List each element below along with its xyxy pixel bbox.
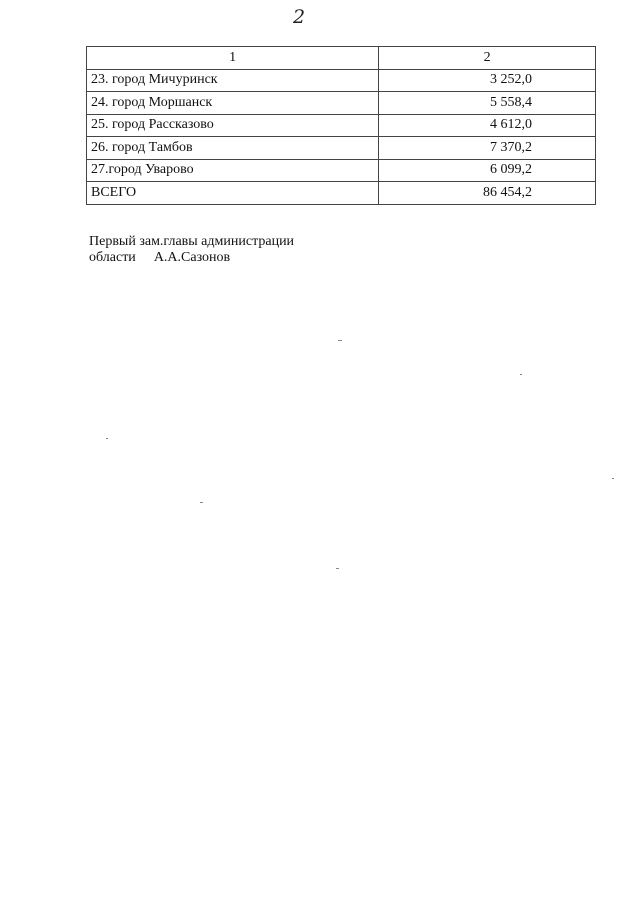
scan-speck (612, 478, 614, 479)
signature-line (89, 250, 294, 266)
table-header-row (87, 47, 596, 70)
total-label: ВСЕГО (87, 182, 379, 205)
row-name: 26. город Тамбов (87, 137, 379, 160)
row-name: 24. город Моршанск (87, 92, 379, 115)
row-value: 4 612,0 (379, 114, 596, 137)
table-row (87, 69, 596, 92)
scan-speck (520, 374, 522, 375)
table-row (87, 159, 596, 182)
total-value: 86 454,2 (379, 182, 596, 205)
scan-speck (106, 438, 108, 439)
row-name: 27.город Уварово (87, 159, 379, 182)
table-row (87, 137, 596, 160)
column-header-2: 2 (379, 47, 596, 70)
table-row (87, 114, 596, 137)
row-name: 25. город Рассказово (87, 114, 379, 137)
table-row (87, 92, 596, 115)
scan-speck (336, 568, 339, 569)
scan-speck (200, 502, 203, 503)
row-name: 23. город Мичуринск (87, 69, 379, 92)
signature-title: Первый зам.главы администрации (89, 234, 295, 249)
row-value: 6 099,2 (379, 159, 596, 182)
signatory-name: А.А.Сазонов (153, 250, 231, 265)
signature-block (89, 234, 294, 266)
column-header-1: 1 (87, 47, 379, 70)
table-total-row (87, 182, 596, 205)
row-value: 5 558,4 (379, 92, 596, 115)
scan-speck (338, 340, 342, 341)
row-value: 3 252,0 (379, 69, 596, 92)
page-number: 2 (293, 6, 306, 28)
signature-region: области (89, 250, 136, 265)
row-value: 7 370,2 (379, 137, 596, 160)
allocation-table (86, 46, 596, 205)
